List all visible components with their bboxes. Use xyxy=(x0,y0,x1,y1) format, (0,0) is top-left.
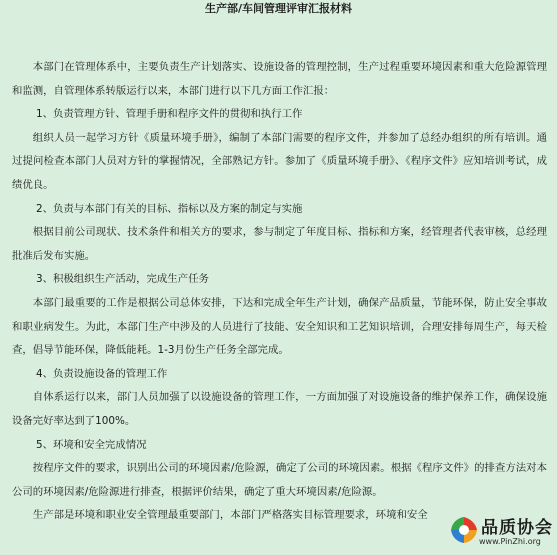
page-title: 生产部/车间管理评审汇报材料 xyxy=(204,2,353,15)
section-5-body: 按程序文件的要求，识别出公司的环境因素/危险源，确定了公司的环境因素。根据《程序文件》的排查方法对本公司的环境因素/危险源进行排查，根据评价结果，确定了重大环境因素/危险源。 xyxy=(12,462,547,498)
document-body xyxy=(12,56,547,528)
section-2-body: 根据目前公司现状、技术条件和相关方的要求，参与制定了年度目标、指标和方案，经管理者代表审核，总经理批准后发布实施。 xyxy=(12,226,547,262)
section-5-body-continued: 生产部是环境和职业安全管理最重要部门，本部门严格落实目标管理要求，环境和安全 xyxy=(32,509,428,522)
logo-name: 品质协会 xyxy=(481,518,553,538)
section-2-heading: 2、负责与本部门有关的目标、指标以及方案的制定与实施 xyxy=(36,202,303,215)
section-1-body: 组织人员一起学习方针《质量环境手册》，编制了本部门需要的程序文件，并参加了总经办组织的所有培训。通过提问检查本部门人员对方针的掌握情况，全部熟记方针。参加了《质量环境手册》、《程序文件》应知培训考试，成绩优良。 xyxy=(12,131,547,191)
pinzhi-logo-icon xyxy=(449,515,479,545)
section-1-heading: 1、负责管理方针、管理手册和程序文件的贯彻和执行工作 xyxy=(36,108,303,121)
logo-url: www.PinZhi.org xyxy=(479,537,541,546)
watermark-logo xyxy=(449,511,553,553)
section-5-heading: 5、环境和安全完成情况 xyxy=(36,438,147,451)
intro-paragraph: 本部门在管理体系中，主要负责生产计划落实、设施设备的管理控制，生产过程重要环境因素和重大危险源管理和监测，自管理体系转版运行以来，本部门进行以下几方面工作汇报： xyxy=(12,61,547,97)
section-3-heading: 3、积极组织生产活动，完成生产任务 xyxy=(36,273,209,286)
section-4-body: 自体系运行以来，部门人员加强了以设施设备的管理工作，一方面加强了对设施设备的维护保养工作，确保设施设备完好率达到了100%。 xyxy=(12,391,547,427)
section-4-heading: 4、负责设施设备的管理工作 xyxy=(36,367,168,380)
section-3-body: 本部门最重要的工作是根据公司总体安排，下达和完成全年生产计划，确保产品质量，节能环保，防止安全事故和职业病发生。为此，本部门生产中涉及的人员进行了技能、安全知识和工艺知识培训，合理安排每周生产，每天检查，倡导节能环保，降低能耗。1-3月份生产任务全部完成。 xyxy=(12,296,547,357)
